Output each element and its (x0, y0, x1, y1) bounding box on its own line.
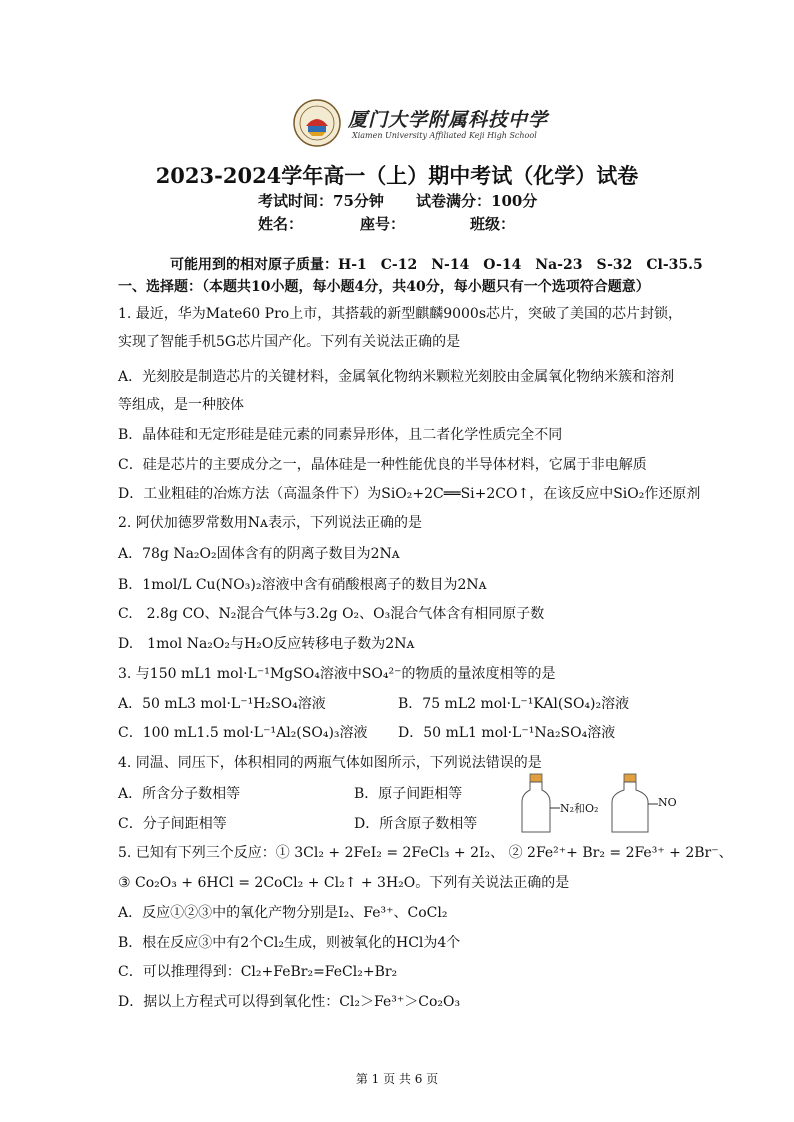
bottle2-label: NO (658, 796, 677, 809)
bottle-icon (520, 772, 710, 836)
q1-option-a-line2: 等组成，是一种胶体 (118, 397, 244, 413)
class-label: 班级： (470, 215, 516, 233)
q5-option-b: B．根在反应③中有2个Cl₂生成，则被氧化的HCl为4个 (118, 935, 461, 951)
q1-option-a-line1: A．光刻胶是制造芯片的关键材料，金属氧化物纳米颗粒光刻胶由金属氧化物纳米簇和溶剂 (118, 369, 675, 385)
q1-option-b: B．晶体硅和无定形硅是硅元素的同素异形体，且二者化学性质完全不同 (118, 427, 563, 443)
school-seal-icon (292, 98, 342, 148)
name-label: 姓名： (258, 215, 304, 233)
page-title: 2023-2024学年高一（上）期中考试（化学）试卷 (155, 163, 639, 188)
q4-option-d: D．所含原子数相等 (354, 816, 478, 832)
school-name-logo: 厦门大学附属科技中学 (348, 109, 549, 131)
q2-option-a: A．78g Na₂O₂固体含有的阴离子数目为2Nᴀ (118, 546, 400, 562)
q1-stem-line2: 实现了智能手机5G芯片国产化。下列有关说法正确的是 (118, 334, 461, 350)
bottle1-label: N₂和O₂ (560, 802, 599, 815)
q4-option-b: B．原子间距相等 (354, 786, 463, 802)
q2-option-c: C. 2.8g CO、N₂混合气体与3.2g O₂、O₃混合气体含有相同原子数 (118, 606, 545, 622)
section-heading: 一、选择题：（本题共10小题，每小题4分，共40分，每小题只有一个选项符合题意） (118, 279, 650, 295)
q5-option-a: A．反应①②③中的氧化产物分别是I₂、Fe³⁺、CoCl₂ (118, 905, 448, 921)
q4-option-c: C．分子间距相等 (118, 816, 227, 832)
q5-stem-line2: ③ Co₂O₃ + 6HCl = 2CoCl₂ + Cl₂↑ + 3H₂O。下列有关说法正确的是 (118, 875, 570, 891)
q4-stem: 4. 同温、同压下，体积相同的两瓶气体如图所示，下列说法错误的是 (118, 755, 542, 771)
seat-label: 座号： (360, 215, 406, 233)
q1-stem-line1: 1. 最近，华为Mate60 Pro上市，其搭载的新型麒麟9000s芯片，突破了美国的芯片封锁， (118, 306, 683, 322)
full-score: 试卷满分：100分 (416, 192, 538, 210)
q4-option-a: A．所含分子数相等 (118, 786, 241, 802)
q3-stem: 3. 与150 mL1 mol·L⁻¹MgSO₄溶液中SO₄²⁻的物质的量浓度相等的是 (118, 666, 556, 682)
q2-stem: 2. 阿伏加德罗常数用Nᴀ表示，下列说法正确的是 (118, 515, 422, 531)
q5-option-d: D．据以上方程式可以得到氧化性：Cl₂＞Fe³⁺＞Co₂O₃ (118, 994, 461, 1010)
q5-stem-line1: 5. 已知有下列三个反应：① 3Cl₂ + 2FeI₂ = 2FeCl₃ + 2I₂、 ② 2Fe²⁺+ Br₂ = 2Fe³⁺ + 2Br⁻、 (118, 845, 733, 861)
page-number: 第 1 页 共 6 页 (355, 1072, 439, 1086)
q2-option-d: D. 1mol Na₂O₂与H₂O反应转移电子数为2Nᴀ (118, 636, 415, 652)
q3-option-d: D．50 mL1 mol·L⁻¹Na₂SO₄溶液 (398, 725, 616, 741)
q3-option-a: A．50 mL3 mol·L⁻¹H₂SO₄溶液 (118, 696, 326, 712)
school-name-english: Xiamen University Affiliated Keji High School (352, 131, 537, 140)
q1-option-c: C．硅是芯片的主要成分之一，晶体硅是一种性能优良的半导体材料，它属于非电解质 (118, 457, 647, 473)
exam-time: 考试时间：75分钟 (258, 192, 384, 210)
q2-option-b: B．1mol/L Cu(NO₃)₂溶液中含有硝酸根离子的数目为2Nᴀ (118, 577, 487, 593)
q1-option-d: D．工业粗硅的冶炼方法（高温条件下）为SiO₂+2C══Si+2CO↑，在该反应中SiO₂作还原剂 (118, 486, 701, 502)
gas-bottles-figure (520, 772, 710, 836)
school-logo (292, 98, 342, 148)
q3-option-b: B．75 mL2 mol·L⁻¹KAl(SO₄)₂溶液 (398, 696, 630, 712)
q3-option-c: C．100 mL1.5 mol·L⁻¹Al₂(SO₄)₃溶液 (118, 725, 368, 741)
atomic-masses: 可能用到的相对原子质量：H-1 C-12 N-14 O-14 Na-23 S-32 Cl-35.5 (170, 257, 703, 273)
q5-option-c: C．可以推理得到：Cl₂+FeBr₂=FeCl₂+Br₂ (118, 964, 398, 980)
